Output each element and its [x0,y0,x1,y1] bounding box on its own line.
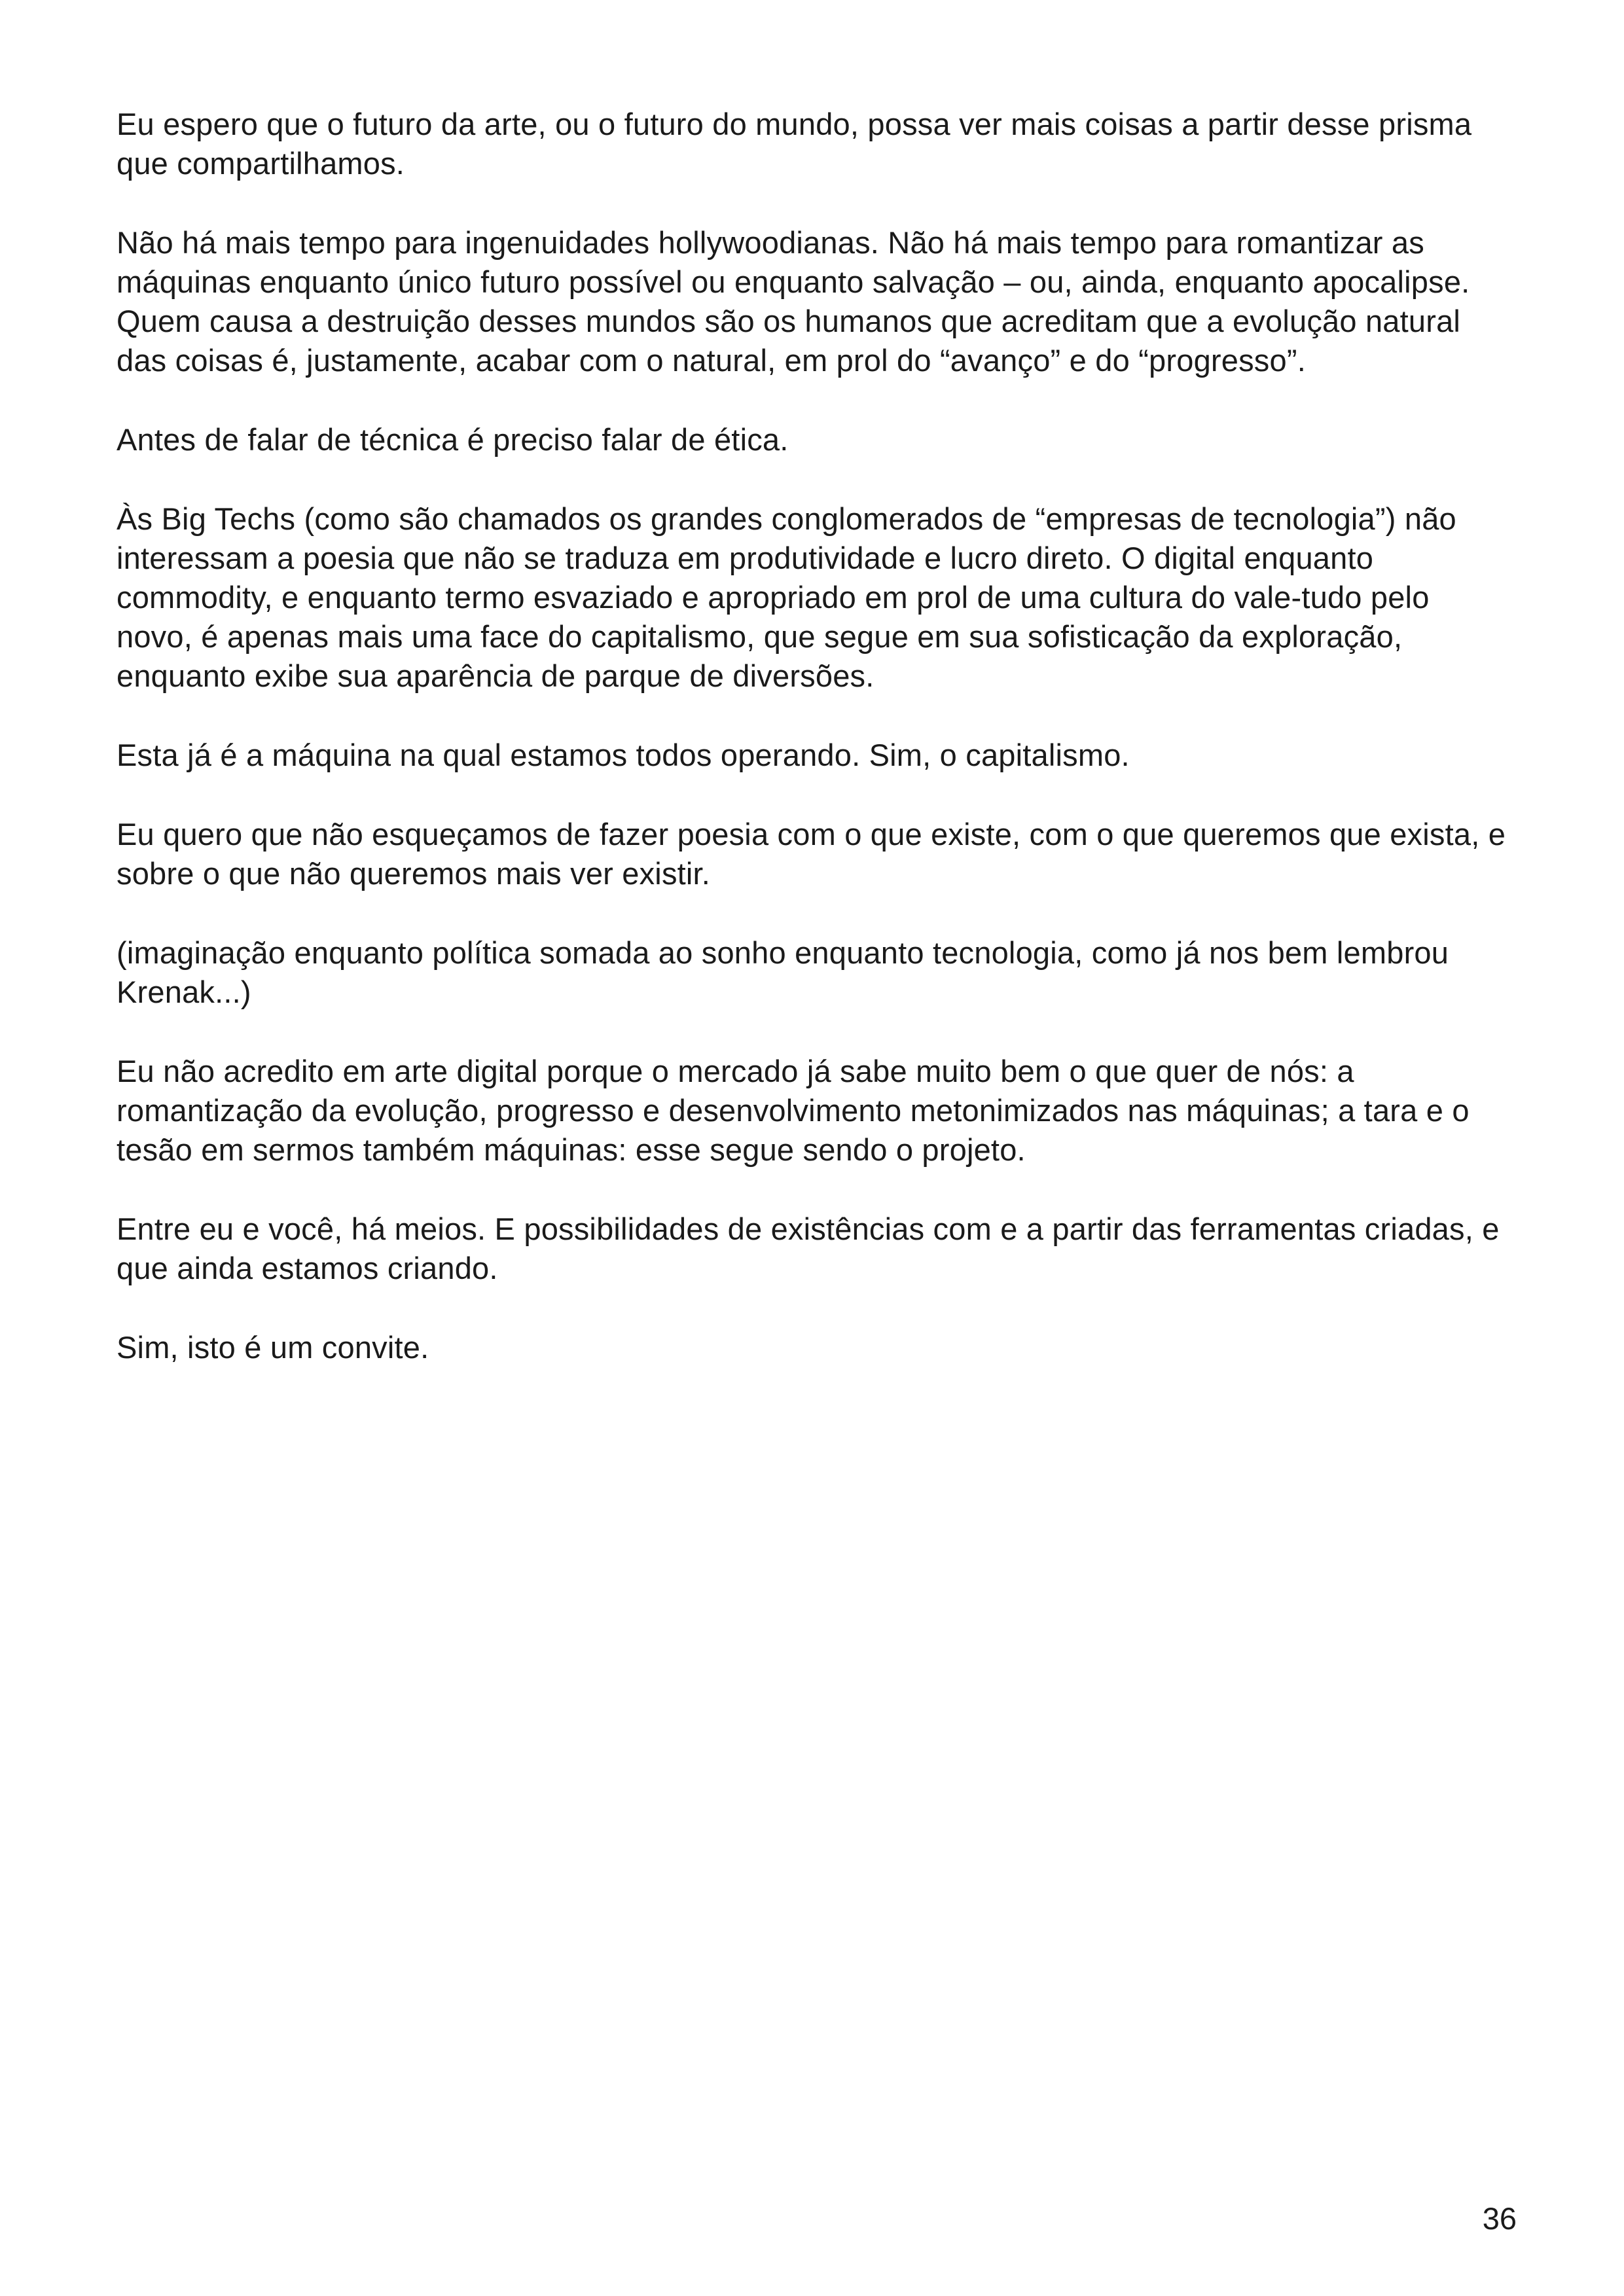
paragraph-10: Sim, isto é um convite. [117,1330,429,1365]
paragraph-9: Entre eu e você, há meios. E possibilidades de existências com e a partir das ferramentas criadas, e que ainda estamos criando. [117,1211,1500,1285]
paragraph-1: Eu espero que o futuro da arte, ou o futuro do mundo, possa ver mais coisas a partir desse prisma que compartilhamos. [117,107,1472,181]
paragraph-7: (imaginação enquanto política somada ao sonho enquanto tecnologia, como já nos bem lembrou Krenak...) [117,935,1449,1009]
paragraph-8: Eu não acredito em arte digital porque o mercado já sabe muito bem o que quer de nós: a romantização da evolução, progresso e desenvolvimento metonimizados nas máquinas; a tara e o tesão em sermos também máquinas: esse segue sendo o projeto. [117,1054,1470,1167]
paragraph-2: Não há mais tempo para ingenuidades hollywoodianas. Não há mais tempo para romantizar as máquinas enquanto único futuro possível ou enquanto salvação – ou, ainda, enquanto apocalipse. Quem causa a destruição desses mundos são os humanos que acreditam que a evolução natural das coisas é, justamente, acabar com o natural, em prol do “avanço” e do “progresso”. [117,225,1470,378]
paragraph-5: Esta já é a máquina na qual estamos todos operando. Sim, o capitalismo. [117,738,1130,772]
page-number: 36 [1482,2201,1517,2236]
body-text [117,105,1512,1407]
paragraph-3: Antes de falar de técnica é preciso falar de ética. [117,422,789,457]
paragraph-4: Às Big Techs (como são chamados os grandes conglomerados de “empresas de tecnologia”) não interessam a poesia que não se traduza em produtividade e lucro direto. O digital enquanto commodity, e enquanto termo esvaziado e apropriado em prol de uma cultura do vale-tudo pelo novo, é apenas mais uma face do capitalismo, que segue em sua sofisticação da exploração, enquanto exibe sua aparência de parque de diversões. [117,501,1456,693]
paragraph-6: Eu quero que não esqueçamos de fazer poesia com o que existe, com o que queremos que exista, e sobre o que não queremos mais ver existir. [117,817,1506,891]
